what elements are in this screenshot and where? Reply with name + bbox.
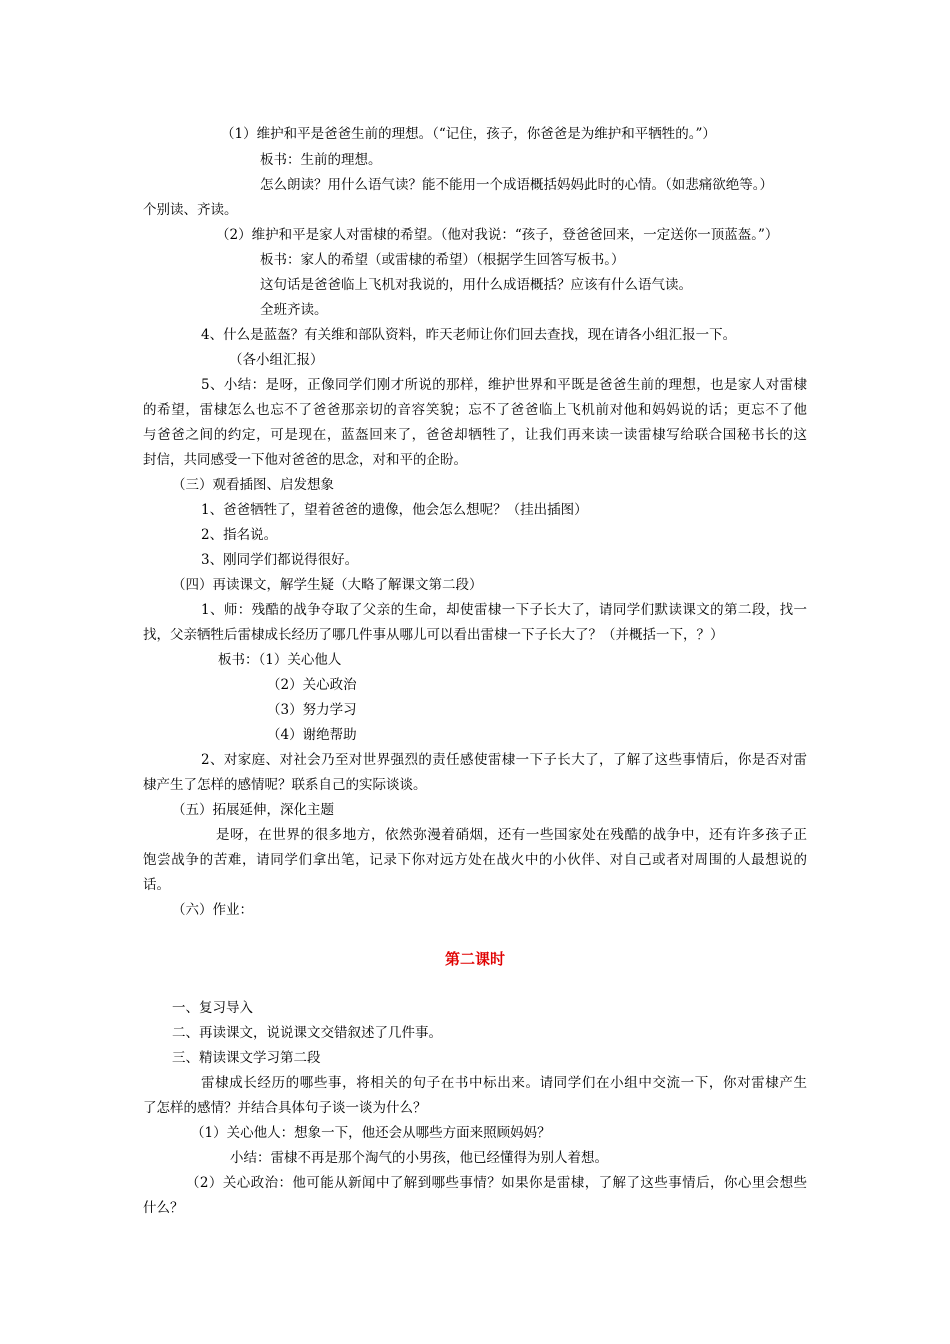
text-line: 板书：生前的理想。 (260, 152, 382, 168)
board-note: 板书：（1）关心他人 (218, 652, 342, 668)
text-line: 怎么朗读？用什么语气读？能不能用一个成语概括妈妈此时的心情。（如悲痛欲绝等。） (260, 177, 773, 193)
text-line: （1）维护和平是爸爸生前的理想。（“记住，孩子，你爸爸是为维护和平牺牲的。”） (221, 126, 716, 142)
text-line: 了怎样的感情？并结合具体句子谈一谈为什么？ (143, 1100, 427, 1116)
board-note: （4）谢绝帮助 (267, 727, 357, 743)
text-line: 什么？ (143, 1200, 184, 1216)
text-line: 与爸爸之间的约定，可是现在，蓝盔回来了，爸爸却牺牲了，让我们再来读一读雷棣写给联合国秘书长的这 (143, 427, 807, 443)
text-line: 5、小结：是呀，正像同学们刚才所说的那样，维护世界和平既是爸爸生前的理想，也是家人对雷棣 (201, 377, 807, 393)
text-line: 1、师：残酷的战争夺取了父亲的生命，却使雷棣一下子长大了，请同学们默读课文的第二段，找一 (201, 602, 807, 618)
text-line: 1、爸爸牺牲了，望着爸爸的遗像，他会怎么想呢？（挂出插图） (201, 502, 588, 518)
text-line: 话。 (143, 877, 170, 893)
text-line: 的希望，雷棣怎么也忘不了爸爸那亲切的音容笑貌；忘不了爸爸临上飞机前对他和妈妈说的话；更忘不了他 (143, 402, 807, 418)
text-line: （2）维护和平是家人对雷棣的希望。（他对我说：“孩子，登爸爸回来，一定送你一顶蓝盔。”） (216, 227, 779, 243)
lesson-heading: 第二课时 (444, 950, 505, 968)
section-heading: 一、复习导入 (172, 1000, 253, 1016)
board-note: （2）关心政治 (267, 677, 357, 693)
section-heading: （三）观看插图、启发想象 (172, 477, 334, 493)
section-heading: （五）拓展延伸，深化主题 (172, 802, 334, 818)
text-line: 雷棣成长经历的哪些事，将相关的句子在书中标出来。请同学们在小组中交流一下，你对雷棣产生 (201, 1075, 807, 1091)
section-heading: （六）作业： (172, 902, 253, 918)
text-line: 封信，共同感受一下他对爸爸的思念，对和平的企盼。 (143, 452, 467, 468)
text-line: （各小组汇报） (229, 352, 324, 368)
text-line: 3、刚同学们都说得很好。 (201, 552, 359, 568)
text-line: 2、指名说。 (201, 527, 278, 543)
text-line: 全班齐读。 (260, 302, 328, 318)
text-line: 棣产生了怎样的感情呢？联系自己的实际谈谈。 (143, 777, 427, 793)
text-line: 板书：家人的希望（或雷棣的希望）（根据学生回答写板书。） (260, 252, 625, 268)
section-heading: 三、精读课文学习第二段 (172, 1050, 321, 1066)
section-heading: （四）再读课文，解学生疑（大略了解课文第二段） (172, 577, 483, 593)
text-line: 2、对家庭、对社会乃至对世界强烈的责任感使雷棣一下子长大了，了解了这些事情后，你是否对雷 (201, 752, 807, 768)
text-line: 4、什么是蓝盔？有关维和部队资料，昨天老师让你们回去查找，现在请各小组汇报一下。 (201, 327, 737, 343)
section-heading: 二、再读课文，说说课文交错叙述了几件事。 (172, 1025, 442, 1041)
text-line: 是呀，在世界的很多地方，依然弥漫着硝烟，还有一些国家处在残酷的战争中，还有许多孩子正 (216, 827, 807, 843)
text-line: 饱尝战争的苦难，请同学们拿出笔，记录下你对远方处在战火中的小伙伴、对自己或者对周围的人最想说的 (143, 852, 807, 868)
text-line: 这句话是爸爸临上飞机对我说的，用什么成语概括？应该有什么语气读。 (260, 277, 692, 293)
text-line: 找，父亲牺牲后雷棣成长经历了哪几件事从哪儿可以看出雷棣一下子长大了？（并概括一下，？） (143, 627, 724, 643)
text-line: （1）关心他人：想象一下，他还会从哪些方面来照顾妈妈？ (191, 1125, 551, 1141)
text-line: （2）关心政治：他可能从新闻中了解到哪些事情？如果你是雷棣，了解了这些事情后，你心里会想些 (186, 1175, 807, 1191)
text-line: 小结：雷棣不再是那个淘气的小男孩，他已经懂得为别人着想。 (230, 1150, 608, 1166)
text-line: 个别读、齐读。 (143, 202, 238, 218)
board-note: （3）努力学习 (267, 702, 357, 718)
